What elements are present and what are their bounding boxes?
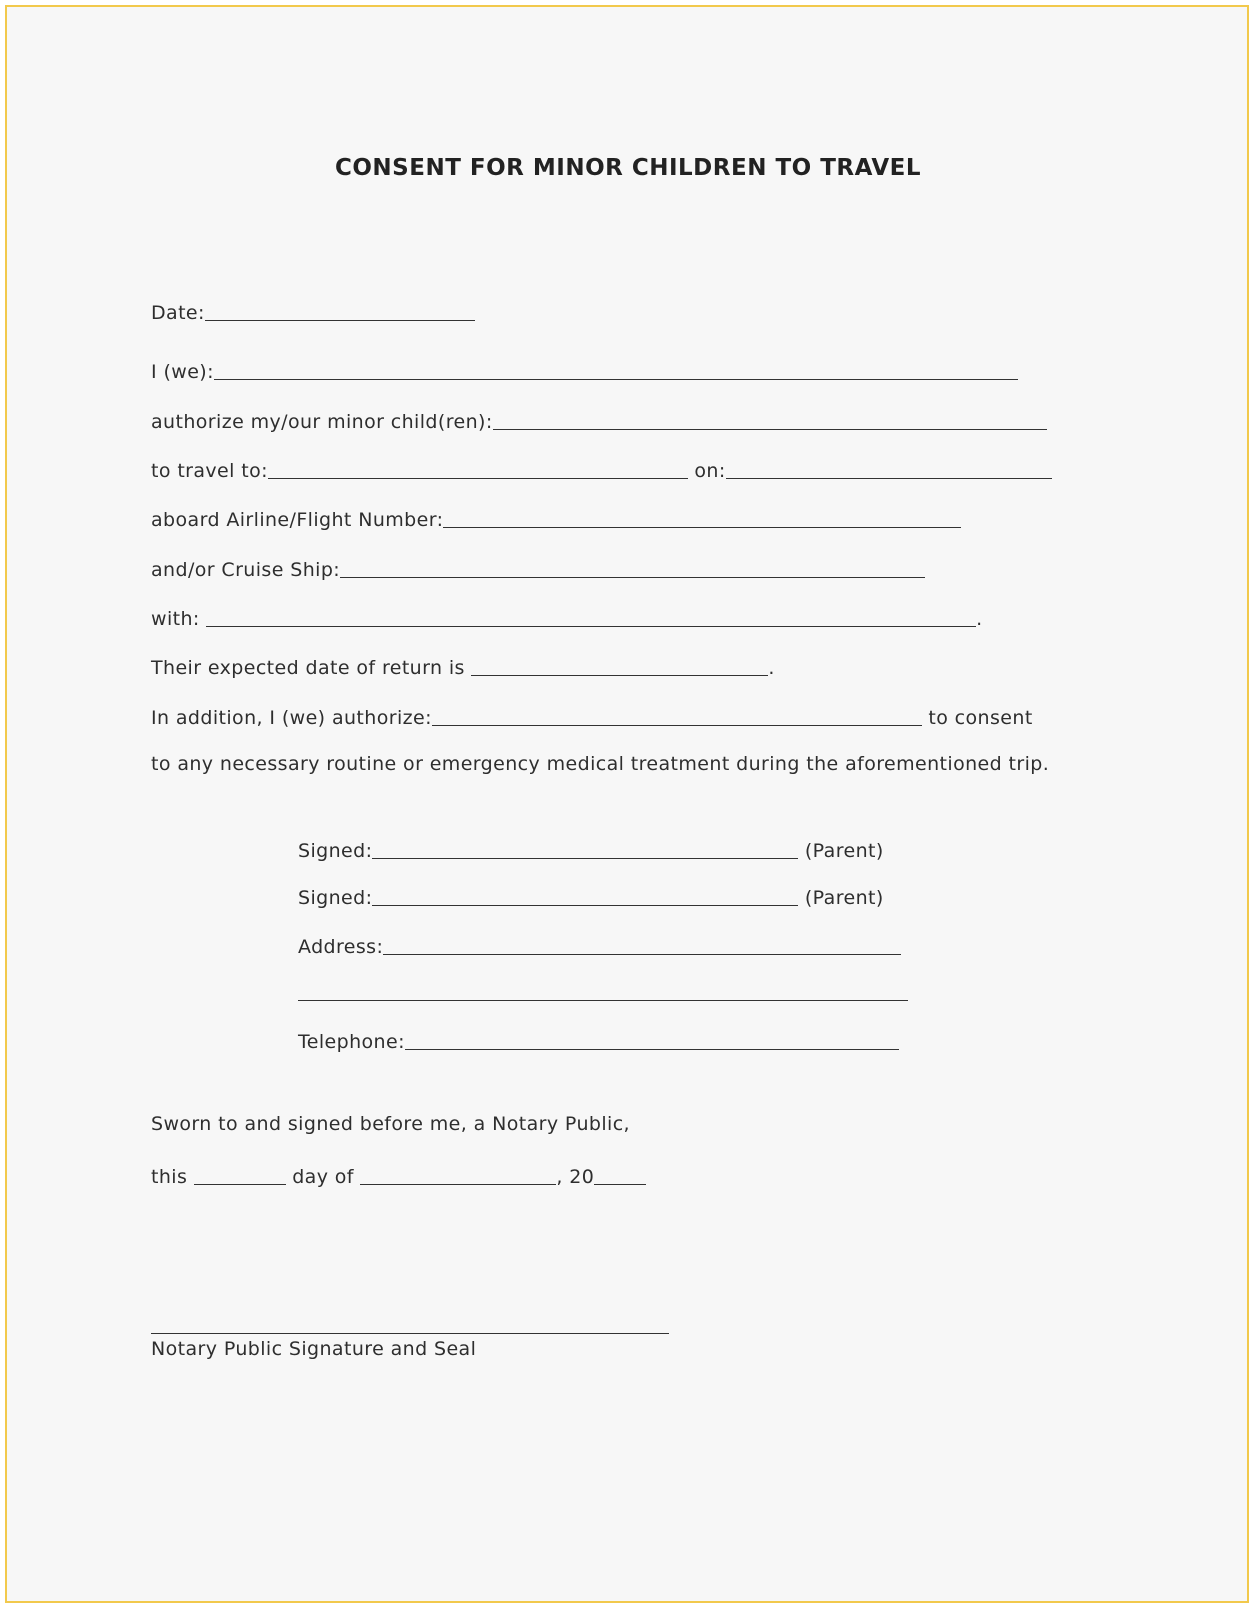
with-label: with: (151, 608, 200, 630)
with-row (151, 604, 983, 631)
telephone-field[interactable] (405, 1029, 899, 1050)
parent-label-2: (Parent) (804, 887, 884, 909)
parent-label-1: (Parent) (804, 840, 884, 862)
child-label: authorize my/our minor child(ren): (151, 411, 493, 433)
addition-label: In addition, I (we) authorize: (151, 707, 432, 729)
cruise-field[interactable] (340, 557, 925, 578)
on-label: on: (694, 460, 726, 482)
return-period: . (768, 657, 775, 679)
sworn-text: Sworn to and signed before me, a Notary Public, (151, 1113, 630, 1135)
cruise-label: and/or Cruise Ship: (151, 559, 341, 581)
we-row (151, 357, 1018, 384)
this-label: this (151, 1166, 188, 1188)
date-field[interactable] (205, 300, 475, 321)
we-field[interactable] (214, 359, 1018, 380)
airline-row (151, 505, 961, 532)
signature-field-1[interactable] (372, 838, 798, 859)
year-prefix: , 20 (556, 1166, 595, 1188)
addition-field[interactable] (432, 705, 922, 726)
address-field-2[interactable] (298, 1000, 908, 1001)
child-row (151, 407, 1047, 434)
address-row (298, 932, 901, 959)
notary-date-row (151, 1162, 646, 1189)
return-row (151, 653, 775, 680)
document-title: CONSENT FOR MINOR CHILDREN TO TRAVEL (334, 155, 921, 181)
year-field[interactable] (594, 1164, 646, 1185)
notary-signature-label: Notary Public Signature and Seal (151, 1338, 477, 1360)
with-field[interactable] (206, 606, 976, 627)
telephone-label: Telephone: (298, 1031, 405, 1053)
signature-field-2[interactable] (372, 885, 798, 906)
airline-label: aboard Airline/Flight Number: (151, 509, 444, 531)
date-label: Date: (151, 302, 205, 324)
travel-row (151, 456, 1052, 483)
month-field[interactable] (360, 1164, 556, 1185)
medical-text: to any necessary routine or emergency medical treatment during the aforementioned trip. (151, 753, 1050, 775)
address-label: Address: (298, 936, 384, 958)
we-label: I (we): (151, 361, 214, 383)
document-page (5, 5, 1249, 1603)
cruise-row (151, 555, 925, 582)
telephone-row (298, 1027, 899, 1054)
travel-to-label: to travel to: (151, 460, 268, 482)
travel-to-field[interactable] (268, 458, 688, 479)
on-field[interactable] (726, 458, 1052, 479)
addition-row (151, 703, 1033, 730)
signed-row-2 (298, 883, 884, 910)
return-field[interactable] (471, 655, 768, 676)
date-row (151, 298, 475, 325)
to-consent-text: to consent (928, 707, 1033, 729)
signed-label-2: Signed: (298, 887, 373, 909)
child-field[interactable] (493, 409, 1047, 430)
address-field-1[interactable] (383, 934, 901, 955)
day-of-label: day of (292, 1166, 354, 1188)
return-label: Their expected date of return is (151, 657, 465, 679)
notary-signature-field[interactable] (151, 1333, 669, 1334)
signed-row-1 (298, 836, 884, 863)
day-field[interactable] (194, 1164, 286, 1185)
with-period: . (976, 608, 983, 630)
airline-field[interactable] (443, 507, 961, 528)
signed-label-1: Signed: (298, 840, 373, 862)
